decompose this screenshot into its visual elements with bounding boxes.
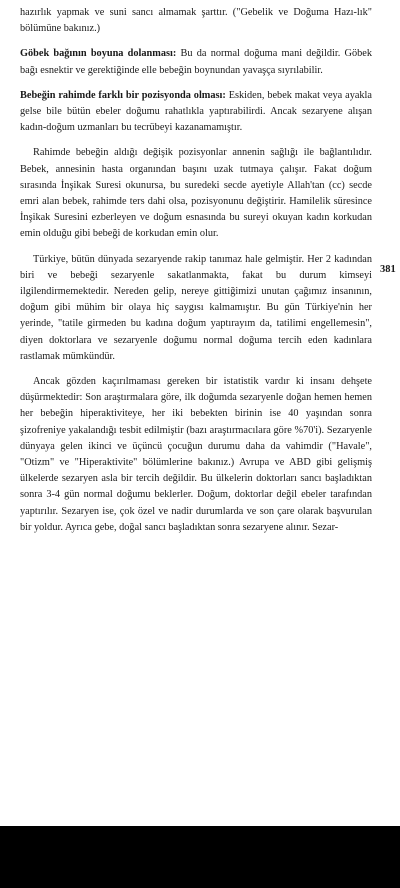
paragraph-3 — [20, 88, 372, 137]
paragraph-5 — [20, 252, 372, 365]
paragraph-4-text: Rahimde bebeğin aldığı değişik pozisyonlar annenin sağlığı ile bağlantılıdır. Bebek, annesinin hasta organından başını uzak tutmaya çalışır. Fakat doğum sırasında İnşikak Suresi okunursa, bu suredeki secde ayetiyle Allah'tan (cc) secde emri alan bebek, rahimde ters dahi olsa, pozisyonunu değiştirir. Hamilelik süresince İnşikak Suresini ezberleyen ve doğum esnasında bu sureyi okuyan kadın korkudan emin olduğu gibi bebeği de korkudan emin olur. — [20, 147, 372, 240]
paragraph-2-heading: Göbek bağının boyuna dolanması: — [20, 48, 177, 60]
bottom-black-bar — [0, 826, 400, 888]
page-text — [20, 5, 372, 536]
paragraph-2 — [20, 46, 372, 78]
paragraph-3-text: Eskiden, bebek makat veya ayakla gelse bile bütün ebeler doğumu rahatlıkla yaptırabilirdi. Ancak sezaryene alışan kadın-doğum uzmanları bu tecrübeyi kazanamamıştır. — [20, 89, 372, 134]
paragraph-4 — [20, 145, 372, 242]
page-number: 381 — [380, 264, 396, 275]
paragraph-1-text: hazırlık yapmak ve suni sancı almamak şarttır. ("Gebelik ve Doğuma Hazı-lık" bölümüne bakınız.) — [20, 7, 372, 35]
paragraph-6 — [20, 374, 372, 536]
paragraph-5-text: Türkiye, bütün dünyada sezaryende rakip tanımaz hale gelmiştir. Her 2 kadından biri ve bebeği sezaryenle sakatlanmakta, fakat bu durum kimseyi ilgilendirmemektedir. Nereden gelip, nereye gittiğimizi unutan çağımız insanının, doğum gibi mühim bir olaya hiç saygısı kalmamıştır. Bu gün Türkiye'nin her yerinde, "tatile girmeden bu kadına doğum yaptırayım da, tatilimi engellemesin", diyen doktorlara ve sezaryenle doğumu normal doğuma tercih eden kadınlara rastlamak mümkündür. — [20, 253, 372, 362]
paragraph-2-text: Bu da normal doğuma mani değildir. Göbek bağı esnektir ve gerektiğinde elle bebeğin boynundan yavaşça sıyrılabilir. — [20, 48, 372, 76]
paragraph-3-heading: Bebeğin rahimde farklı bir pozisyonda olması: — [20, 89, 226, 101]
paragraph-1 — [20, 5, 372, 37]
paragraph-6-text: Ancak gözden kaçırılmaması gereken bir istatistik vardır ki insanı dehşete düşürmektedir: Son araştırmalara göre, ilk doğumda sezaryenle doğan hemen hemen her bebeğin hiperaktiviteye, her iki bebekten birinin ise 40 yaşından sonra şizofreniye yakalandığı tesbit edilmiştir (bazı araştırmacılara göre %70'i). Sezaryenle dünyaya gelen ikinci ve üçüncü çocuğun durumu daha da vahimdir ("Havale", "Otizm" ve "Hiperaktivite" bölümlerine bakınız.) Avrupa ve ABD gibi gelişmiş ülkelerde sezaryen asla bir tercih değildir. Bu ülkelerin doktorları sancı başladıktan sonra 3-4 gün normal doğumu beklerler. Doğum, doktorlar değil ebeler tarafından yaptırılır. Sezaryen ise, çok özel ve nadir durumlarda ve son çare olarak başvurulan bir yoldur. Ayrıca gebe, doğal sancı başladıktan sonra sezaryene alınır. Sezar- — [20, 376, 372, 533]
